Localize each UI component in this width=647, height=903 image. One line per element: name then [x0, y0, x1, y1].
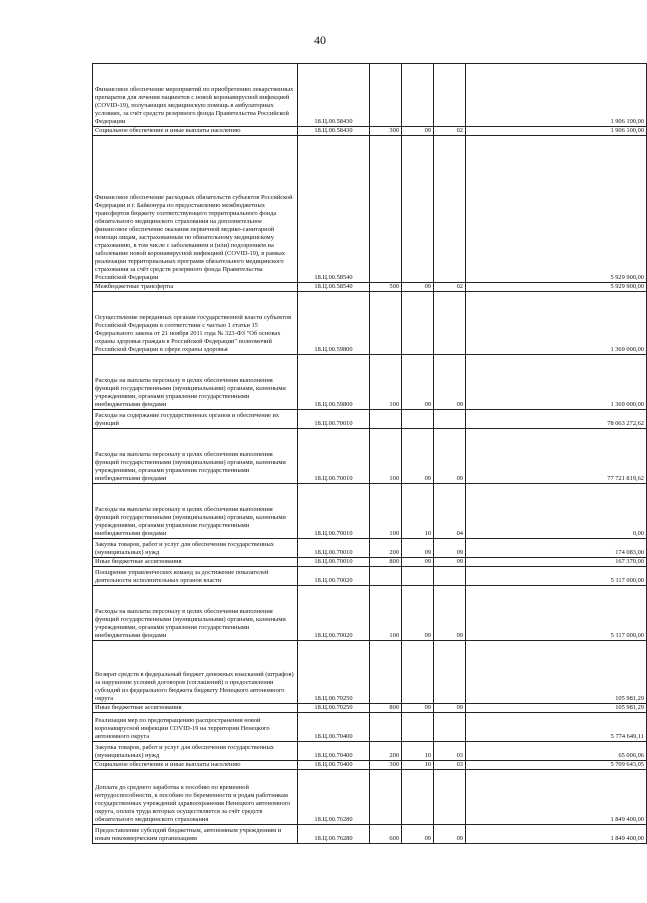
row-amount: 65 006,06: [466, 742, 647, 761]
row-expense-type: [370, 770, 402, 825]
row-amount: 1 906 100,00: [466, 64, 647, 127]
row-amount: 5 117 000,00: [466, 586, 647, 641]
row-expense-type: [370, 713, 402, 742]
row-section: 10: [402, 761, 434, 770]
row-name: Поощрение управленческих команд за достижение показателей деятельности исполнительных органов власти: [93, 567, 298, 586]
row-expense-type: 200: [370, 539, 402, 558]
page-number: 40: [314, 33, 326, 47]
row-name: Социальное обеспечение и иные выплаты населению: [93, 761, 298, 770]
row-section: 10: [402, 484, 434, 539]
row-name: Осуществление переданных органам государственной власти субъектов Российской Федерации в соответствии с частью 1 статьи 15 Федерального закона от 21 ноября 2011 года № 323-ФЗ "Об основах охраны здоровья граждан в Российской Федерации" полномочий Российской Федерации в сфере охраны здоровья: [93, 292, 298, 355]
row-subsection: 03: [434, 761, 466, 770]
table-row: [93, 586, 647, 641]
row-amount: 5 929 900,00: [466, 136, 647, 283]
row-expense-type: [370, 641, 402, 704]
row-subsection: 04: [434, 484, 466, 539]
row-target-code: 18.Ц.00.70010: [298, 429, 370, 484]
row-subsection: [434, 410, 466, 429]
row-target-code: 18.Ц.00.58430: [298, 64, 370, 127]
table-row: [93, 355, 647, 410]
row-name: Расходы на выплаты персоналу в целях обеспечения выполнения функций государственными (муниципальными) органами, казенными учреждениями, органами управления государственными внебюджетными фондами: [93, 484, 298, 539]
row-name: Социальное обеспечение и иные выплаты населению: [93, 127, 298, 136]
row-amount: 77 721 819,62: [466, 429, 647, 484]
row-subsection: 09: [434, 539, 466, 558]
row-target-code: 18.Ц.00.70010: [298, 558, 370, 567]
row-expense-type: 200: [370, 742, 402, 761]
row-target-code: 18.Ц.00.70250: [298, 704, 370, 713]
row-name: Закупка товаров, работ и услуг для обеспечения государственных (муниципальных) нужд: [93, 539, 298, 558]
row-amount: 5 774 649,11: [466, 713, 647, 742]
row-target-code: 18.Ц.00.70020: [298, 567, 370, 586]
table-row: [93, 567, 647, 586]
row-subsection: 09: [434, 704, 466, 713]
row-target-code: 18.Ц.00.59800: [298, 355, 370, 410]
row-target-code: 18.Ц.00.70400: [298, 742, 370, 761]
row-name: Расходы на выплаты персоналу в целях обеспечения выполнения функций государственными (муниципальными) органами, казенными учреждениями, органами управления государственными внебюджетными фондами: [93, 355, 298, 410]
row-subsection: [434, 567, 466, 586]
table-row: [93, 127, 647, 136]
row-name: Расходы на выплаты персоналу в целях обеспечения выполнения функций государственными (муниципальными) органами, казенными учреждениями, органами управления государственными внебюджетными фондами: [93, 429, 298, 484]
row-expense-type: 100: [370, 429, 402, 484]
row-expense-type: 500: [370, 283, 402, 292]
row-subsection: [434, 136, 466, 283]
row-amount: 167 370,00: [466, 558, 647, 567]
row-amount: 1 906 100,00: [466, 127, 647, 136]
row-amount: 1 849 400,00: [466, 770, 647, 825]
row-name: Финансовое обеспечение мероприятий по приобретению лекарственных препаратов для лечения пациентов с новой коронавирусной инфекцией (COVID-19), получающих медицинскую помощь в амбулаторных условиях, за счёт средств резервного фонда Правительства Российской Федерации: [93, 64, 298, 127]
row-amount: 174 083,00: [466, 539, 647, 558]
row-amount: 0,00: [466, 484, 647, 539]
row-expense-type: [370, 567, 402, 586]
table-row: [93, 770, 647, 825]
table-row: [93, 558, 647, 567]
row-target-code: 18.Ц.00.70010: [298, 410, 370, 429]
row-name: Возврат средств в федеральный бюджет денежных взысканий (штрафов) за нарушение условий договоров (соглашений) о предоставлении субсидий из федерального бюджета бюджету Ненецкого автономного округа: [93, 641, 298, 704]
row-name: Доплата до среднего заработка к пособию по временной нетрудоспособности, к пособию по беременности и родам работникам государственных учреждений здравоохранения Ненецкого автономного округа, оплата труда которых осуществляется за счёт средств обязательного медицинского страхования: [93, 770, 298, 825]
row-target-code: 18.Ц.00.70010: [298, 484, 370, 539]
row-expense-type: 600: [370, 825, 402, 844]
row-section: 09: [402, 429, 434, 484]
row-section: 09: [402, 355, 434, 410]
row-target-code: 18.Ц.00.76280: [298, 770, 370, 825]
budget-table: [92, 63, 647, 844]
row-target-code: 18.Ц.00.58540: [298, 136, 370, 283]
row-subsection: 02: [434, 283, 466, 292]
row-subsection: 09: [434, 355, 466, 410]
row-section: [402, 292, 434, 355]
row-subsection: [434, 641, 466, 704]
row-section: 09: [402, 283, 434, 292]
table-row: [93, 292, 647, 355]
row-section: [402, 64, 434, 127]
row-target-code: 18.Ц.00.59800: [298, 292, 370, 355]
table-row: [93, 641, 647, 704]
row-expense-type: [370, 136, 402, 283]
row-target-code: 18.Ц.00.76280: [298, 825, 370, 844]
row-section: [402, 567, 434, 586]
row-subsection: 09: [434, 558, 466, 567]
row-section: 09: [402, 127, 434, 136]
row-section: [402, 410, 434, 429]
row-expense-type: [370, 410, 402, 429]
row-name: Межбюджетные трансферты: [93, 283, 298, 292]
row-section: [402, 641, 434, 704]
table-row: [93, 539, 647, 558]
row-name: Реализация мер по предотвращению распространения новой коронавирусной инфекции COVID-19 на территории Ненецкого автономного округа: [93, 713, 298, 742]
table-row: [93, 64, 647, 127]
table-row: [93, 484, 647, 539]
row-amount: 1 849 400,00: [466, 825, 647, 844]
row-subsection: [434, 770, 466, 825]
row-subsection: 09: [434, 586, 466, 641]
row-amount: 105 981,29: [466, 641, 647, 704]
row-amount: 5 709 643,05: [466, 761, 647, 770]
row-amount: 78 063 272,62: [466, 410, 647, 429]
row-section: 09: [402, 825, 434, 844]
row-subsection: [434, 713, 466, 742]
row-section: 09: [402, 558, 434, 567]
row-expense-type: 800: [370, 704, 402, 713]
row-expense-type: 100: [370, 484, 402, 539]
row-subsection: 02: [434, 127, 466, 136]
row-amount: 105 981,29: [466, 704, 647, 713]
row-amount: 1 369 000,00: [466, 292, 647, 355]
row-expense-type: 100: [370, 586, 402, 641]
row-expense-type: [370, 64, 402, 127]
row-target-code: 18.Ц.00.70020: [298, 586, 370, 641]
row-section: [402, 770, 434, 825]
row-expense-type: 300: [370, 127, 402, 136]
row-expense-type: [370, 292, 402, 355]
table-row: [93, 429, 647, 484]
row-subsection: 09: [434, 429, 466, 484]
row-expense-type: 800: [370, 558, 402, 567]
row-expense-type: 100: [370, 355, 402, 410]
row-amount: 1 369 000,00: [466, 355, 647, 410]
row-subsection: 09: [434, 825, 466, 844]
row-subsection: [434, 292, 466, 355]
row-target-code: 18.Ц.00.70250: [298, 641, 370, 704]
table-row: [93, 742, 647, 761]
row-section: 10: [402, 742, 434, 761]
table-row: [93, 825, 647, 844]
row-name: Предоставление субсидий бюджетным, автономным учреждениям и иным некоммерческим организациям: [93, 825, 298, 844]
table-row: [93, 283, 647, 292]
row-name: Финансовое обеспечение расходных обязательств субъектов Российской Федерации и г. Байконура по предоставлению межбюджетных трансфертов бюджету соответствующего территориального фонда обязательного медицинского страхования на дополнительное финансовое обеспечение оказания первичной медико-санитарной помощи лицам, застрахованным по обязательному медицинскому страхованию, в том числе с заболеванием и (или) подозрением на заболевание новой коронавирусной инфекцией (COVID-19), в рамках реализации территориальных программ обязательного медицинского страхования за счёт средств резервного фонда Правительства Российской Федерации: [93, 136, 298, 283]
row-section: 09: [402, 539, 434, 558]
table-row: [93, 410, 647, 429]
row-name: Расходы на содержание государственных органов и обеспечение их функций: [93, 410, 298, 429]
row-name: Закупка товаров, работ и услуг для обеспечения государственных (муниципальных) нужд: [93, 742, 298, 761]
row-name: Расходы на выплаты персоналу в целях обеспечения выполнения функций государственными (муниципальными) органами, казенными учреждениями, органами управления государственными внебюджетными фондами: [93, 586, 298, 641]
row-amount: 5 929 900,00: [466, 283, 647, 292]
row-target-code: 18.Ц.00.70400: [298, 761, 370, 770]
row-section: [402, 713, 434, 742]
row-section: 09: [402, 704, 434, 713]
row-amount: 5 117 000,00: [466, 567, 647, 586]
row-target-code: 18.Ц.00.58430: [298, 127, 370, 136]
table-row: [93, 761, 647, 770]
table-row: [93, 136, 647, 283]
row-target-code: 18.Ц.00.70400: [298, 713, 370, 742]
row-section: 09: [402, 586, 434, 641]
row-target-code: 18.Ц.00.58540: [298, 283, 370, 292]
table-row: [93, 713, 647, 742]
row-target-code: 18.Ц.00.70010: [298, 539, 370, 558]
row-subsection: 03: [434, 742, 466, 761]
row-name: Иные бюджетные ассигнования: [93, 558, 298, 567]
row-section: [402, 136, 434, 283]
row-name: Иные бюджетные ассигнования: [93, 704, 298, 713]
table-row: [93, 704, 647, 713]
row-subsection: [434, 64, 466, 127]
row-expense-type: 300: [370, 761, 402, 770]
